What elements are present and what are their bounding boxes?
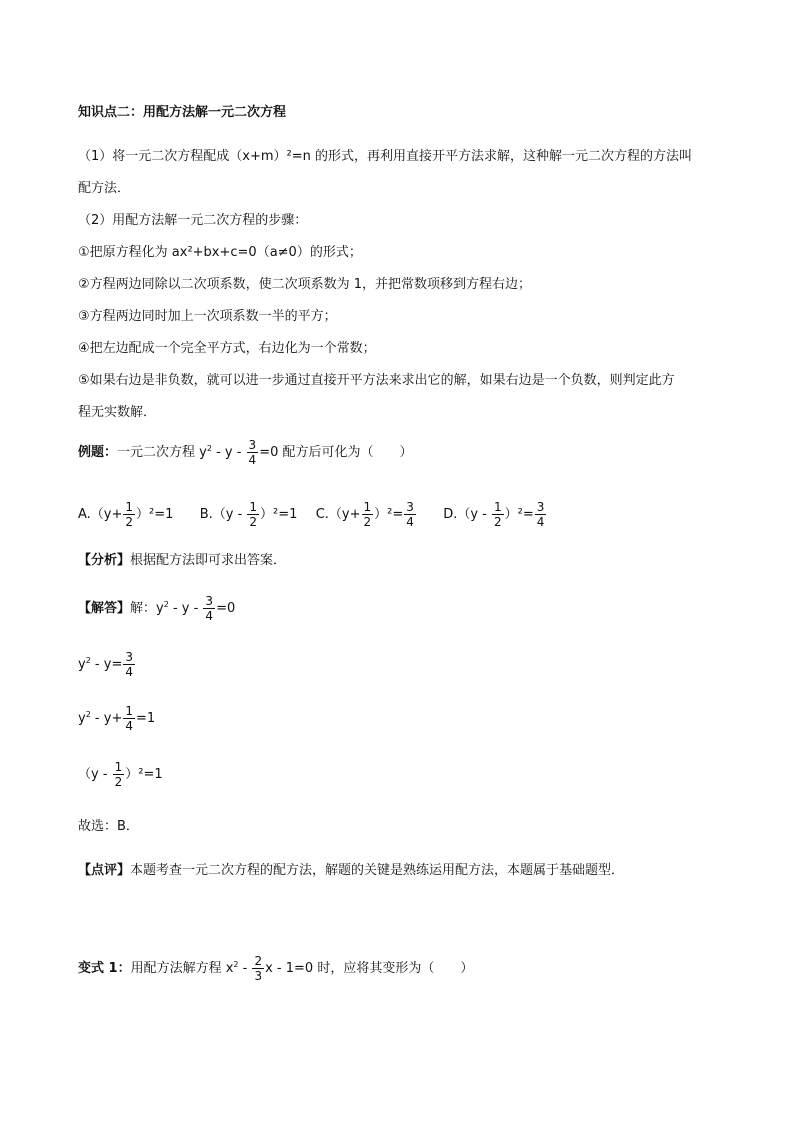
option-d-post: ）²=	[504, 507, 534, 522]
fraction-numerator: 1	[125, 704, 133, 718]
fraction-denominator: 2	[125, 515, 134, 529]
solution-line-4-post: ）²=1	[125, 767, 163, 782]
option-a-pre: A.（y+	[78, 507, 123, 522]
solution-line-2	[78, 650, 136, 679]
fraction-numerator: 1	[493, 500, 502, 514]
fraction-denominator: 4	[536, 515, 545, 529]
fraction-denominator: 4	[125, 719, 133, 733]
fraction	[252, 954, 264, 983]
fraction	[113, 760, 125, 789]
example-text-post: =0 配方后可化为（ ）	[259, 445, 413, 460]
step-1: ①把原方程化为 ax²+bx+c=0（a≠0）的形式；	[78, 245, 362, 260]
answer-options	[78, 500, 547, 529]
fraction-numerator: 3	[125, 650, 133, 664]
fraction	[404, 500, 416, 529]
fraction-denominator: 4	[125, 665, 133, 679]
fraction-denominator: 3	[254, 969, 263, 983]
analysis	[78, 552, 286, 570]
variant-text-post: x - 1=0 时，应将其变形为（ ）	[265, 961, 474, 976]
fraction	[123, 500, 135, 529]
fraction-numerator: 1	[114, 760, 123, 774]
fraction-numerator: 1	[125, 500, 134, 514]
step-4: ④把左边配成一个完全平方式，右边化为一个常数；	[78, 341, 376, 356]
fraction-denominator: 2	[249, 515, 258, 529]
fraction-denominator: 2	[114, 775, 123, 789]
variant-text-pre: 用配方法解方程 x	[130, 961, 234, 976]
option-c-post: ）²=	[374, 507, 404, 522]
fraction-numerator: 3	[536, 500, 545, 514]
fraction-denominator: 4	[248, 453, 257, 467]
exponent: 2	[206, 444, 212, 453]
option-c	[315, 500, 417, 529]
example-text-pre: 一元二次方程 y	[117, 445, 207, 460]
fraction	[362, 500, 374, 529]
fraction-numerator: 2	[254, 954, 263, 968]
solution-label: 【解答】	[78, 601, 131, 616]
step-2: ②方程两边同除以二次项系数，使二次项系数为 1，并把常数项移到方程右边；	[78, 277, 532, 292]
fraction	[247, 500, 259, 529]
fraction-numerator: 3	[205, 594, 214, 608]
variant-question	[78, 954, 473, 983]
option-d-pre: D.（y -	[443, 507, 491, 522]
solution-line-2-mid: - y=	[90, 657, 123, 672]
solution-line-2-pre: y	[78, 657, 86, 672]
fraction-denominator: 2	[493, 515, 502, 529]
fraction	[535, 500, 547, 529]
step-5-line-2: 程无实数解．	[78, 405, 157, 420]
fraction-numerator: 1	[363, 500, 372, 514]
exponent: 2	[85, 656, 91, 665]
paragraph-2: （2）用配方法解一元二次方程的步骤：	[78, 213, 308, 228]
fraction	[123, 650, 135, 679]
exponent: 2	[233, 960, 239, 969]
example-label: 例题：	[78, 445, 118, 460]
paragraph-1-line-1: （1）将一元二次方程配成（x+m）²=n 的形式，再利用直接开平方法求解，这种解一元二次方程的方法叫	[78, 149, 692, 164]
exponent: 2	[85, 710, 91, 719]
comment	[78, 862, 624, 880]
example-text-mid: - y -	[211, 445, 246, 460]
fraction-numerator: 3	[406, 500, 414, 514]
solution-answer: 故选：B．	[78, 819, 139, 834]
fraction-numerator: 3	[248, 438, 257, 452]
option-b-post: ）²=1	[260, 507, 298, 522]
solution-line-3	[78, 704, 155, 733]
solution-line-1	[78, 594, 235, 623]
analysis-label: 【分析】	[78, 553, 131, 568]
step-3: ③方程两边同时加上一次项系数一半的平方；	[78, 309, 337, 324]
solution-line-1-mid: - y -	[168, 601, 203, 616]
section-heading: 知识点二：用配方法解一元二次方程	[78, 105, 287, 120]
analysis-text: 根据配方法即可求出答案．	[130, 553, 287, 568]
step-5-line-1: ⑤如果右边是非负数，就可以进一步通过直接开平方法来求出它的解，如果右边是一个负数，则判定此方	[78, 373, 675, 388]
fraction-numerator: 1	[249, 500, 258, 514]
option-a-post: ）²=1	[136, 507, 174, 522]
fraction	[203, 594, 215, 623]
paragraph-1-line-2: 配方法．	[78, 181, 131, 196]
option-b-pre: B.（y -	[199, 507, 247, 522]
solution-line-4	[78, 760, 163, 789]
fraction-denominator: 4	[406, 515, 414, 529]
variant-label: 变式 1：	[78, 961, 131, 976]
comment-text: 本题考查一元二次方程的配方法，解题的关键是熟练运用配方法，本题属于基础题型．	[130, 863, 625, 878]
solution-line-1-post: =0	[216, 601, 236, 616]
solution-line-3-mid: - y+	[90, 711, 123, 726]
option-d	[443, 500, 547, 529]
option-c-pre: C.（y+	[315, 507, 361, 522]
comment-label: 【点评】	[78, 863, 131, 878]
solution-line-1-pre: 解：y	[130, 601, 164, 616]
variant-text-mid: -	[238, 961, 252, 976]
exponent: 2	[163, 600, 169, 609]
example-question	[78, 438, 412, 467]
option-a	[78, 500, 174, 529]
fraction	[492, 500, 504, 529]
option-b	[199, 500, 298, 529]
fraction-denominator: 2	[363, 515, 372, 529]
solution-line-4-pre: （y -	[78, 767, 112, 782]
solution-line-3-post: =1	[135, 711, 156, 726]
fraction	[123, 704, 135, 733]
fraction	[247, 438, 259, 467]
fraction-denominator: 4	[205, 609, 214, 623]
solution-line-3-pre: y	[78, 711, 86, 726]
